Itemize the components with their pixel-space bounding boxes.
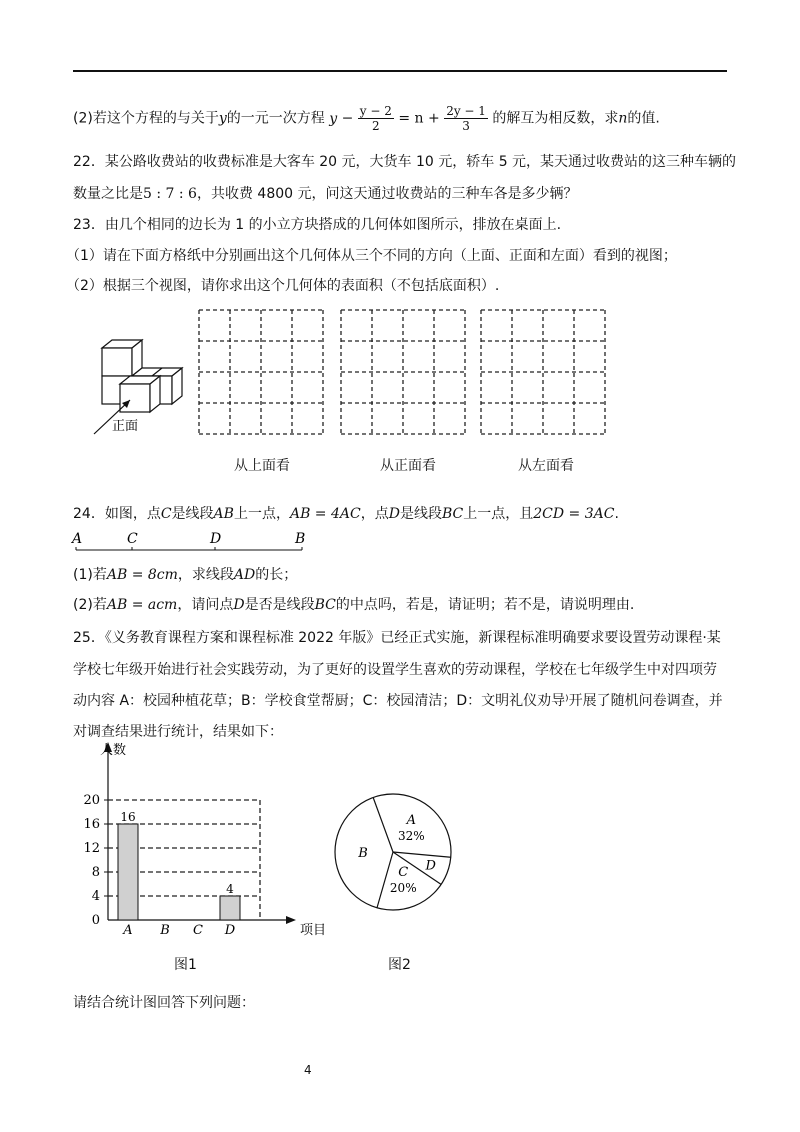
page-number: 4 [304, 1063, 312, 1077]
header-rule [73, 70, 727, 72]
bar-xlabel: 项目 [300, 923, 327, 938]
slice-value-A: 32% [397, 829, 425, 844]
grid-top-view[interactable] [196, 308, 328, 434]
q25-after: 请结合统计图回答下列问题： [73, 995, 255, 1011]
q24-part1: (1)若AB = 8cm，求线段AD的长； [73, 567, 298, 583]
cube-figure [72, 330, 202, 442]
q25-line3: 动内容 A：校园种植花草；B：学校食堂帮厨；C：校园清洁；D：文明礼仪劝导⁾开展了随机问卷调查，并 [73, 693, 723, 709]
q22-line1: 22．某公路收费站的收费标准是大客车 20 元，大货车 10 元，轿车 5 元，某天通过收费站的这三种车辆的 [73, 154, 737, 170]
x-tick-C: C [193, 923, 203, 938]
q25-line2: 学校七年级开始进行社会实践劳动，为了更好的设置学生喜欢的劳动课程，学校在七年级学生中对四项劳 [73, 662, 717, 678]
bar-chart [60, 740, 327, 950]
y-tick-label: 0 [91, 913, 100, 928]
y-tick-label: 20 [83, 793, 100, 808]
q22-line2: 数量之比是5 : 7 : 6，共收费 4800 元，问这天通过收费站的三种车各是多少辆？ [73, 186, 578, 202]
point-D: D [210, 531, 222, 547]
y-tick-label: 12 [83, 841, 100, 856]
y-tick-label: 8 [91, 865, 100, 880]
x-tick-D: D [224, 923, 236, 938]
bar-D [220, 896, 240, 920]
bar-A [118, 824, 138, 920]
fig2-caption: 图2 [388, 957, 411, 973]
q25-line1: 25．《义务教育课程方案和课程标准 2022 年版》已经正式实施，新课程标准明确要求要设置劳动课程·某 [73, 630, 721, 646]
segment-figure [70, 528, 320, 558]
pie-chart [325, 790, 465, 920]
view-label-left: 从左面看 [518, 458, 574, 474]
grid-front-view[interactable] [338, 308, 470, 434]
q23-line1: 23．由几个相同的边长为 1 的小立方块搭成的几何体如图所示，排放在桌面上. [73, 217, 562, 233]
q25-line4: 对调查结果进行统计，结果如下： [73, 724, 283, 740]
front-label: 正面 [112, 419, 139, 434]
bar-ylabel: 人数 [100, 743, 127, 758]
view-label-front: 从正面看 [380, 458, 436, 474]
fraction-2: $\frac{2y - 1}{3}$ [446, 104, 486, 133]
slice-label-D: D [425, 858, 436, 874]
q23-line3: （2）根据三个视图，请你求出这个几何体的表面积（不包括底面积）. [66, 278, 500, 294]
q21-part2: (2)若这个方程的与关于y的一元一次方程 y − $\frac{y - 2}{2}$ = n + $\frac{2y - 1}{3}$ 的解互为相反数，求n的值. [73, 104, 660, 133]
grid-left-view[interactable] [478, 308, 610, 434]
point-B: B [295, 531, 306, 547]
y-tick-label: 16 [83, 817, 100, 832]
q24-part2: (2)若AB = acm，请问点D是否是线段BC的中点吗，若是，请证明；若不是，请说明理由. [73, 597, 635, 613]
slice-value-C: 20% [389, 881, 417, 896]
x-tick-A: A [123, 923, 133, 938]
data-label-A: 16 [120, 810, 136, 824]
x-tick-B: B [160, 923, 170, 938]
y-tick-label: 4 [91, 889, 100, 904]
data-label-D: 4 [226, 882, 234, 896]
point-A: A [72, 531, 83, 547]
slice-label-C: C [398, 865, 409, 881]
point-C: C [127, 531, 138, 547]
q24-line1: 24．如图，点C是线段AB上一点，AB = 4AC，点D是线段BC上一点，且2CD = 3AC. [73, 506, 619, 522]
slice-label-A: A [406, 813, 416, 829]
view-label-top: 从上面看 [234, 458, 290, 474]
slice-label-B: B [358, 846, 368, 862]
fraction-1: $\frac{y - 2}{2}$ [359, 104, 392, 133]
fig1-caption: 图1 [174, 957, 197, 973]
q23-line2: （1）请在下面方格纸中分别画出这个几何体从三个不同的方向（上面、正面和左面）看到的视图； [66, 248, 677, 264]
